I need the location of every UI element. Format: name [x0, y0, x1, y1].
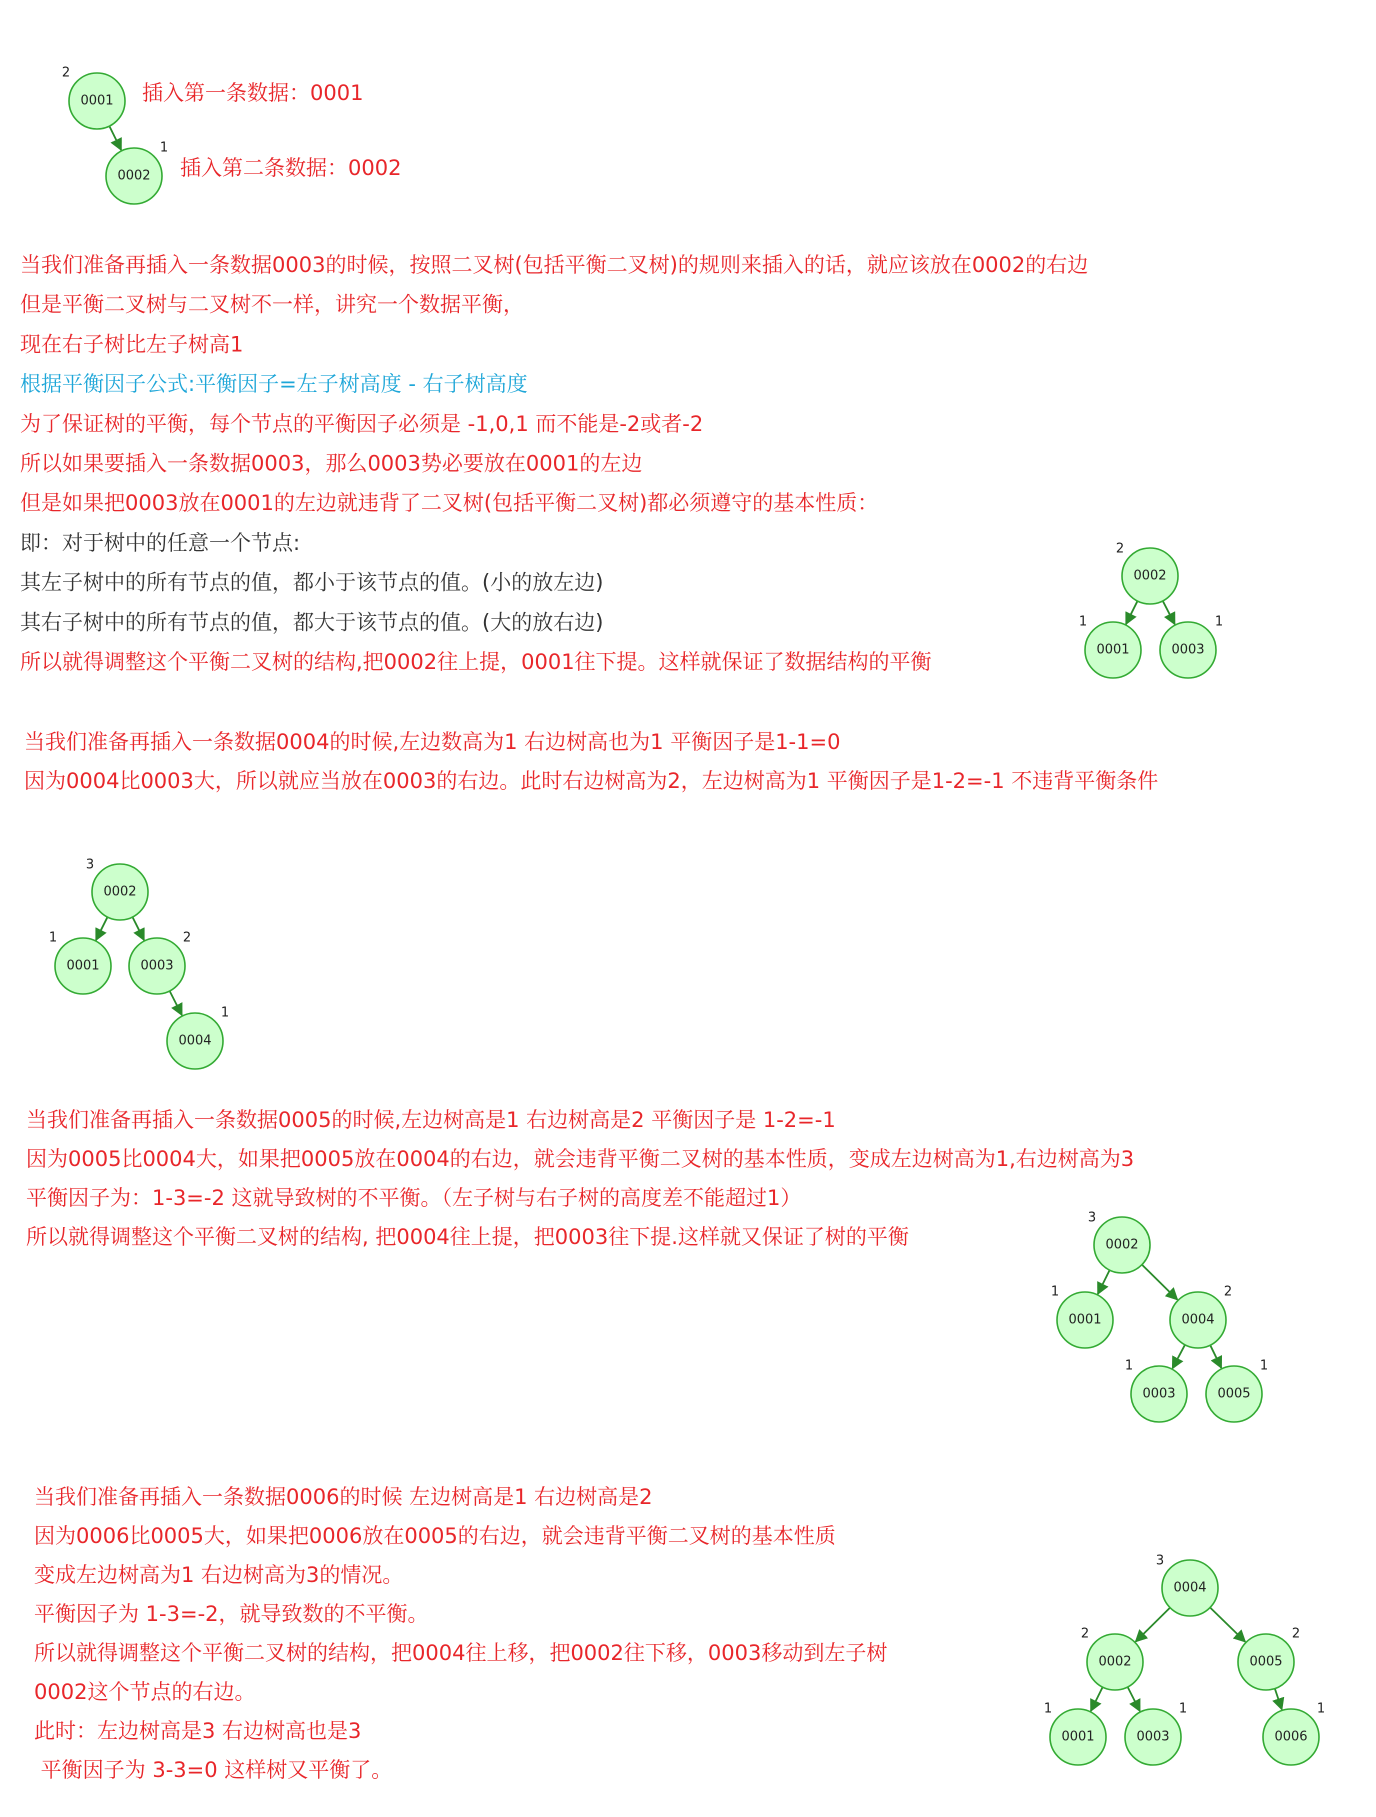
step-2-node-0001: [1079, 615, 1141, 679]
node-height-label: 1: [1050, 1284, 1060, 1300]
step-2-edge-0002-to-0003: [1163, 601, 1175, 624]
step-1-text-line-2: 插入第二条数据：0002: [180, 156, 402, 180]
step-3-text-line-2: 因为0004比0003大，所以就应当放在0003的右边。此时右边树高为2，左边树高为1 平衡因子是1-2=-1 不违背平衡条件: [24, 769, 1159, 793]
step-3-edge-0002-to-0003: [133, 917, 145, 940]
step-2-text-line-1: 当我们准备再插入一条数据0003的时候，按照二叉树(包括平衡二叉树)的规则来插入的话，就应该放在0002的右边: [20, 253, 1089, 277]
node-height-label: 3: [85, 857, 95, 873]
step-2-edge-0002-to-0001: [1126, 601, 1138, 624]
step-4-node-0001: [1051, 1285, 1113, 1349]
node-height-label: 1: [220, 1005, 230, 1021]
step-4-node-0005: [1206, 1359, 1268, 1423]
node-height-label: 1: [1259, 1358, 1269, 1374]
step-5-text-line-3: 变成左边树高为1 右边树高为3的情况。: [34, 1563, 404, 1587]
step-4-edge-0002-to-0004: [1142, 1265, 1177, 1300]
step-3-edge-0003-to-0004: [170, 991, 182, 1015]
step-5-text-line-4: 平衡因子为 1-3=-2，就导致数的不平衡。: [34, 1602, 429, 1626]
step-2-text-line-10: 其右子树中的所有节点的值，都大于该节点的值。(大的放右边): [20, 610, 604, 635]
step-4-text-line-3: 平衡因子为：1-3=-2 这就导致树的不平衡。（左子树与右子树的高度差不能超过1）: [26, 1186, 802, 1210]
node-label: 0003: [1142, 1386, 1176, 1402]
step-4-text-line-4: 所以就得调整这个平衡二叉树的结构, 把0004往上提，把0003往下提.这样就又保证了树的平衡: [26, 1225, 909, 1249]
step-2-text-line-8: 即：对于树中的任意一个节点:: [20, 530, 301, 555]
node-label: 0002: [1105, 1237, 1139, 1253]
node-label: 0003: [140, 958, 174, 974]
step-2-node-0002: [1116, 542, 1178, 605]
step-1-text-line-1: 插入第一条数据：0001: [142, 81, 364, 105]
node-height-label: 2: [1223, 1284, 1233, 1300]
step-1-node-0001: [62, 66, 125, 130]
node-label: 0002: [103, 884, 137, 900]
step-4-text-line-2: 因为0005比0004大，如果把0005放在0004的右边，就会违背平衡二叉树的基本性质，变成左边树高为1,右边树高为3: [26, 1147, 1135, 1171]
step-5-text-line-8: 平衡因子为 3-3=0 这样树又平衡了。: [34, 1758, 393, 1782]
step-5-node-0002: [1081, 1627, 1143, 1691]
node-label: 0003: [1136, 1729, 1170, 1745]
step-5-text-line-7: 此时：左边树高是3 右边树高也是3: [34, 1719, 362, 1743]
step-3-node-0002: [86, 858, 148, 921]
step-3-node-0001: [49, 931, 111, 995]
node-height-label: 3: [1087, 1210, 1097, 1226]
step-5-node-0001: [1044, 1702, 1106, 1766]
step-2-text-line-4: 根据平衡因子公式:平衡因子=左子树高度 - 右子树高度: [20, 372, 528, 397]
step-5-node-0006: [1263, 1702, 1325, 1766]
step-5-edge-0002-to-0003: [1128, 1687, 1140, 1711]
step-5-text-line-5: 所以就得调整这个平衡二叉树的结构，把0004往上移，把0002往下移，0003移动到左子树: [34, 1641, 888, 1665]
step-2-text-line-6: 所以如果要插入一条数据0003，那么0003势必要放在0001的左边: [20, 451, 643, 476]
step-2-text-line-3: 现在右子树比左子树高1: [20, 332, 244, 357]
node-label: 0001: [66, 958, 100, 974]
step-2-text-line-5: 为了保证树的平衡，每个节点的平衡因子必须是 -1,0,1 而不能是-2或者-2: [20, 411, 704, 436]
node-label: 0001: [1061, 1729, 1095, 1745]
node-label: 0001: [80, 93, 114, 109]
step-4-node-0002: [1088, 1211, 1150, 1274]
step-5-edge-0002-to-0001: [1091, 1687, 1103, 1711]
step-3-text-line-1: 当我们准备再插入一条数据0004的时候,左边数高为1 右边树高也为1 平衡因子是1-1=0: [24, 730, 841, 754]
step-2-text-line-7: 但是如果把0003放在0001的左边就违背了二叉树(包括平衡二叉树)都必须遵守的基本性质：: [20, 491, 879, 516]
node-label: 0004: [1173, 1580, 1207, 1596]
node-label: 0001: [1096, 642, 1130, 658]
node-height-label: 1: [1178, 1701, 1188, 1717]
step-5-edge-0004-to-0005: [1210, 1608, 1245, 1642]
node-label: 0002: [117, 168, 151, 184]
step-3-node-0003: [129, 931, 191, 995]
node-label: 0003: [1171, 642, 1205, 658]
step-5-node-0004: [1156, 1554, 1218, 1617]
node-height-label: 2: [1115, 541, 1125, 557]
node-label: 0002: [1133, 568, 1167, 584]
node-height-label: 2: [61, 65, 71, 81]
node-height-label: 1: [1043, 1701, 1053, 1717]
step-1-node-0002: [106, 141, 168, 205]
node-label: 0004: [178, 1033, 212, 1049]
step-3-edge-0002-to-0001: [96, 917, 108, 940]
node-height-label: 2: [1080, 1626, 1090, 1642]
node-height-label: 1: [48, 930, 58, 946]
step-4-edge-0004-to-0003: [1173, 1345, 1185, 1369]
step-4-node-0004: [1170, 1285, 1232, 1349]
node-label: 0002: [1098, 1654, 1132, 1670]
step-4-edge-0002-to-0001: [1098, 1270, 1110, 1294]
node-label: 0005: [1217, 1386, 1251, 1402]
node-label: 0005: [1249, 1654, 1283, 1670]
step-2-text-line-11: 所以就得调整这个平衡二叉树的结构,把0002往上提，0001往下提。这样就保证了数据结构的平衡: [20, 650, 932, 674]
node-height-label: 3: [1155, 1553, 1165, 1569]
step-5-node-0005: [1238, 1627, 1300, 1691]
step-3-node-0004: [167, 1006, 229, 1070]
step-2-node-0003: [1160, 615, 1223, 679]
step-5-text-line-2: 因为0006比0005大，如果把0006放在0005的右边，就会违背平衡二叉树的基本性质: [34, 1524, 836, 1548]
node-height-label: 2: [182, 930, 192, 946]
node-label: 0001: [1068, 1312, 1102, 1328]
node-height-label: 1: [1316, 1701, 1326, 1717]
step-5-node-0003: [1125, 1702, 1187, 1766]
step-2-text-line-9: 其左子树中的所有节点的值，都小于该节点的值。(小的放左边): [20, 570, 604, 595]
step-2-text-line-2: 但是平衡二叉树与二叉树不一样，讲究一个数据平衡，: [20, 292, 524, 317]
step-5-text-line-1: 当我们准备再插入一条数据0006的时候 左边树高是1 右边树高是2: [34, 1485, 653, 1509]
step-4-text-line-1: 当我们准备再插入一条数据0005的时候,左边树高是1 右边树高是2 平衡因子是 1-2=-1: [26, 1108, 836, 1132]
node-label: 0006: [1274, 1729, 1308, 1745]
step-4-node-0003: [1125, 1359, 1187, 1423]
node-height-label: 1: [1124, 1358, 1134, 1374]
step-5-text-line-6: 0002这个节点的右边。: [34, 1680, 256, 1704]
step-5-edge-0004-to-0002: [1136, 1608, 1170, 1642]
node-height-label: 1: [1078, 614, 1088, 630]
step-4-edge-0004-to-0005: [1210, 1345, 1221, 1368]
node-label: 0004: [1181, 1312, 1215, 1328]
node-height-label: 1: [159, 140, 169, 156]
step-1-edge-0001-to-0002: [109, 126, 121, 150]
node-height-label: 1: [1214, 614, 1224, 630]
step-5-edge-0005-to-0006: [1275, 1689, 1282, 1710]
node-height-label: 2: [1291, 1626, 1301, 1642]
